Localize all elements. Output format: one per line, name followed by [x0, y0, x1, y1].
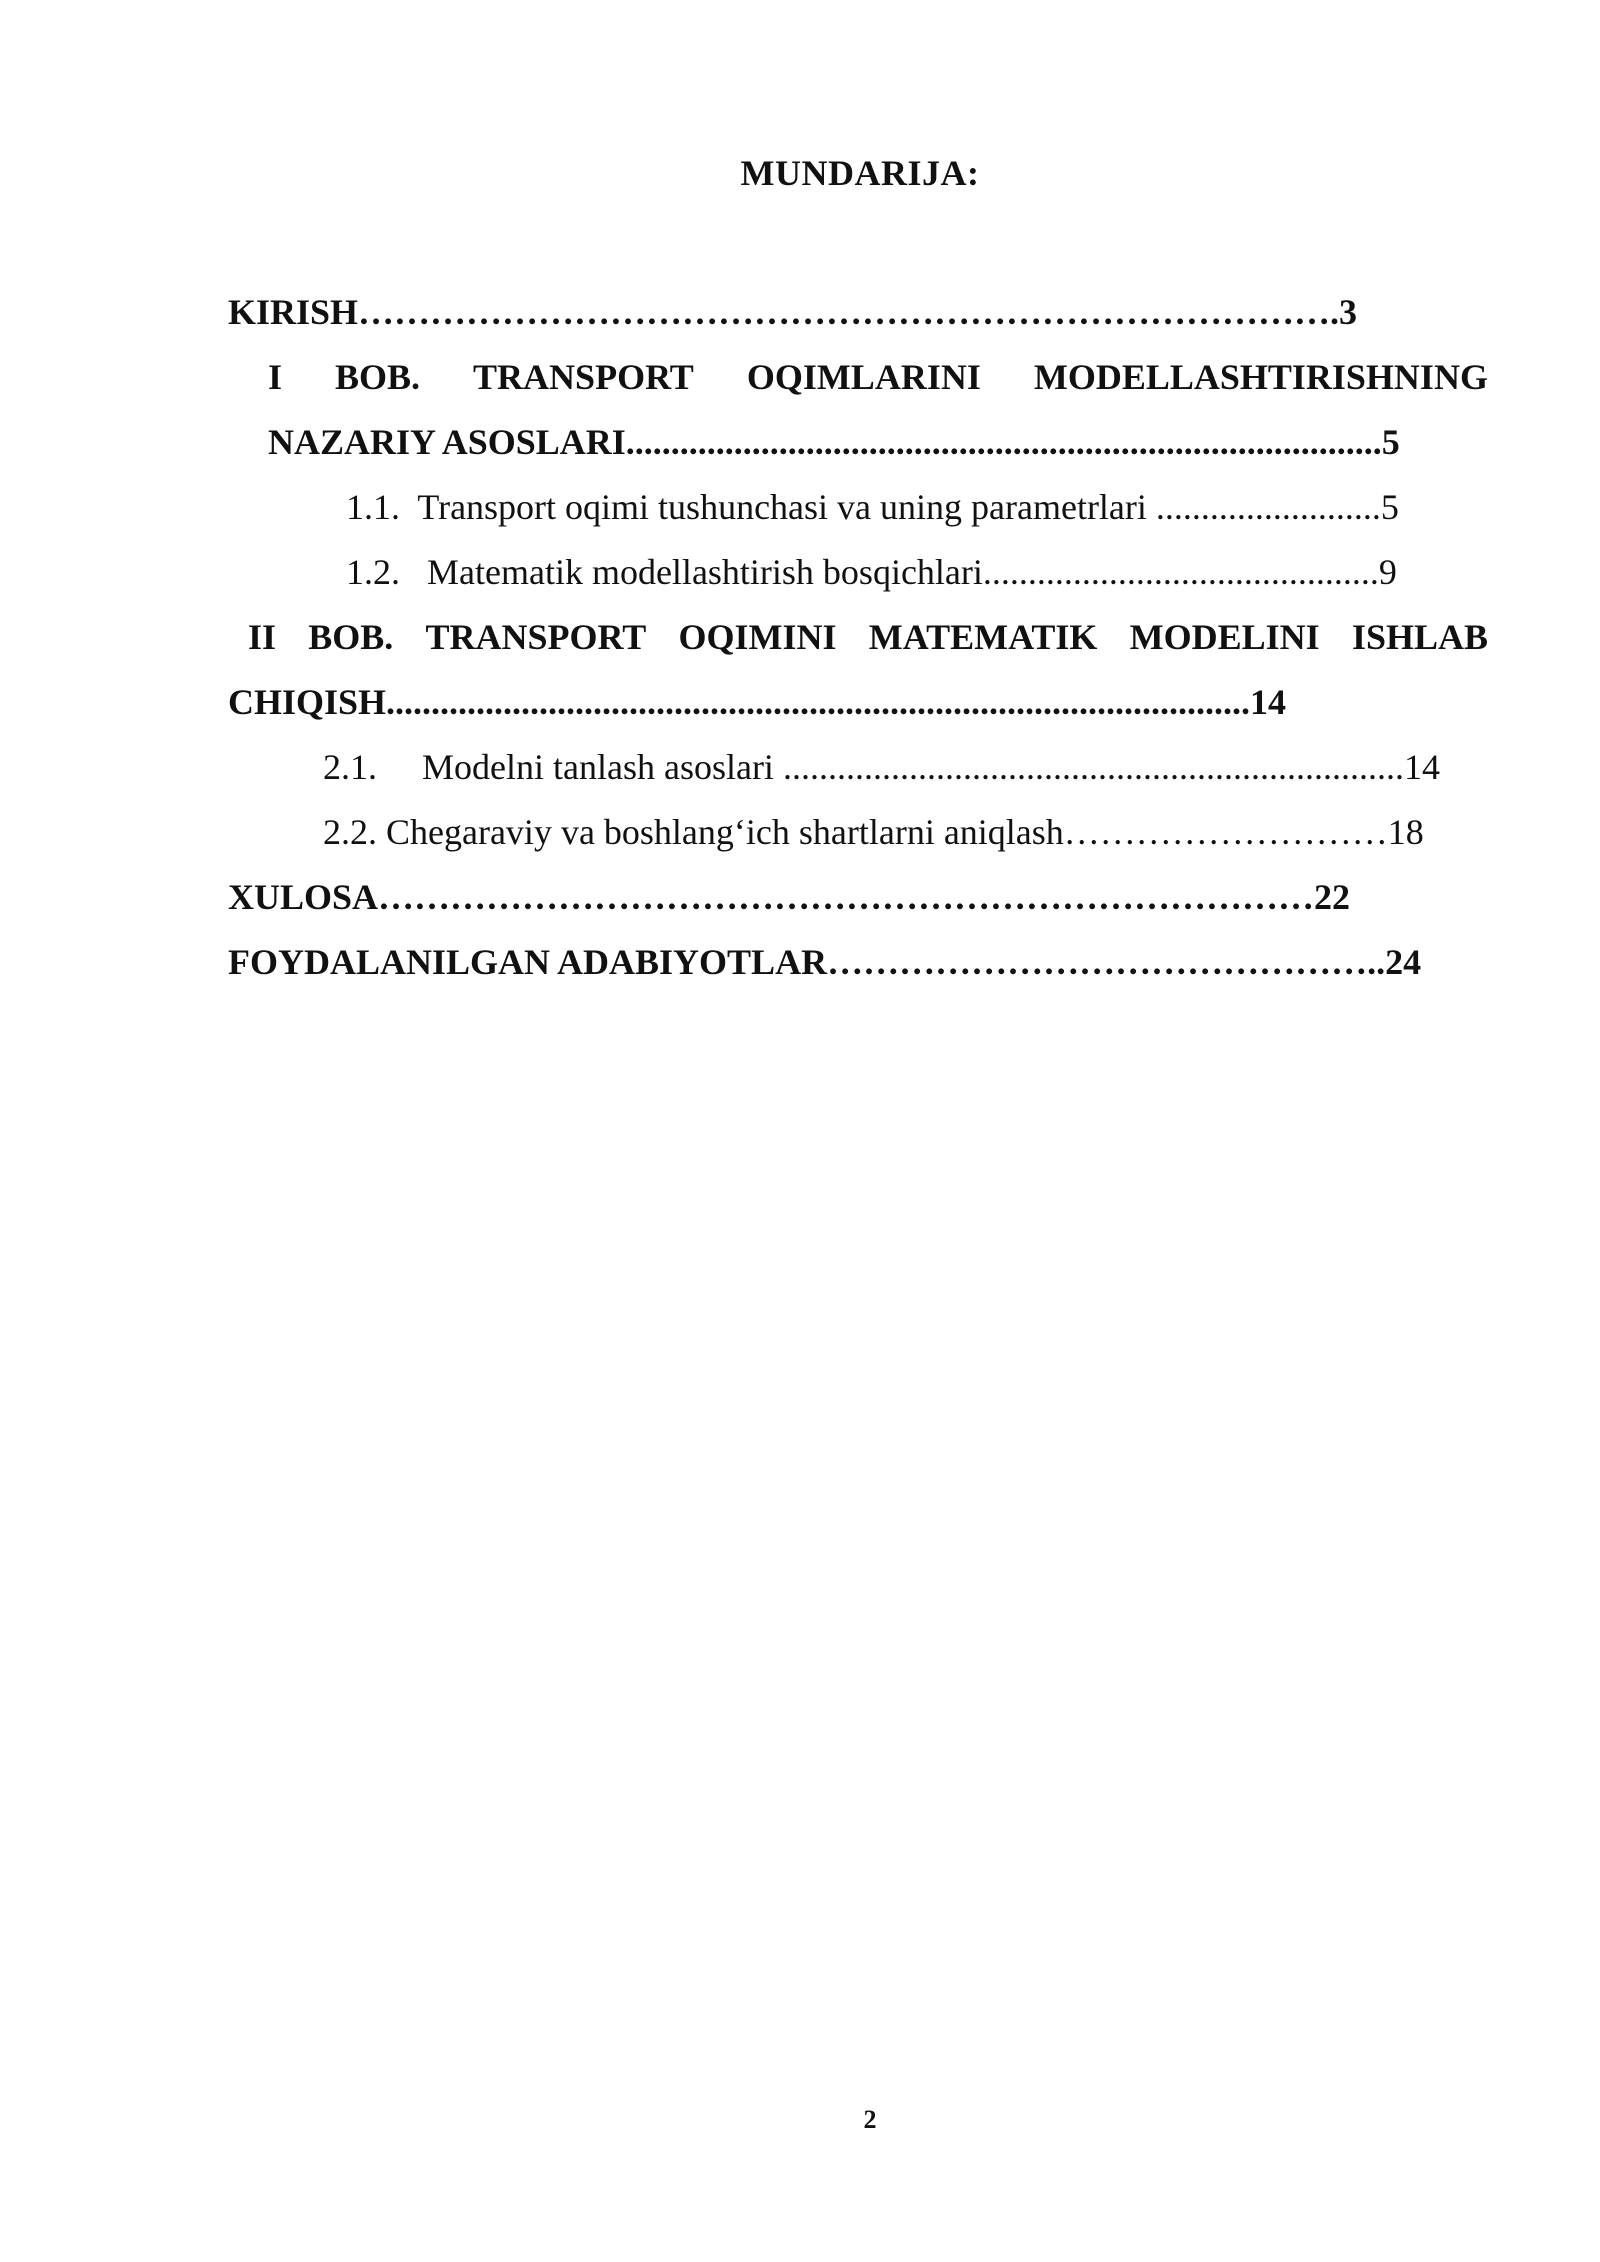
toc-entry-2-2[interactable] [323, 800, 1488, 865]
toc-entry-text: Transport oqimi tushunchasi va uning parametrlari [417, 487, 1147, 527]
toc-section-number: 2.1. [323, 747, 377, 787]
toc-entry-1-1[interactable] [346, 475, 1488, 540]
toc-leader-dots: ......................... [1146, 487, 1381, 527]
toc-word: TRANSPORT [473, 357, 694, 397]
toc-leader-dots: …………………………………………………………………… [378, 877, 1315, 917]
toc-leader-dots: ………………………………………………………………………. [358, 292, 1340, 332]
toc-word: MODELINI [1129, 617, 1320, 657]
toc-word: MODELLASHTIRISHNING [1033, 357, 1488, 397]
toc-word: ISHLAB [1351, 617, 1488, 657]
toc-word: I [268, 357, 283, 397]
toc-word: BOB. [335, 357, 421, 397]
toc-word: OQIMINI [678, 617, 837, 657]
toc-entry-text: Chegaraviy va boshlang‘ich shartlarni aniqlash [386, 812, 1064, 852]
toc-page-number: 14 [1403, 747, 1440, 787]
toc-leader-dots: ……………………… [1063, 812, 1388, 852]
toc-page-number: 9 [1378, 552, 1397, 592]
toc-entry-text: CHIQISH [228, 682, 387, 722]
toc-leader-dots: .................................................................................... [625, 422, 1382, 462]
toc-leader-dots: ……………………………………….. [827, 942, 1386, 982]
page-title: MUNDARIJA: [740, 153, 980, 193]
toc-page-number: 5 [1380, 487, 1399, 527]
toc-entry-text: KIRISH [228, 292, 359, 332]
toc-entry-bob2-line1[interactable] [248, 605, 1488, 670]
toc-word: BOB. [308, 617, 394, 657]
toc-entry-text: Matematik modellashtirish bosqichlari [427, 552, 983, 592]
toc-entry-bob1-line1[interactable] [268, 345, 1488, 410]
toc-entry-kirish[interactable] [228, 280, 1488, 345]
toc-section-number: 1.1. [346, 487, 400, 527]
toc-entry-text: Modelni tanlash asoslari [422, 747, 774, 787]
toc-entry-text: XULOSA [228, 877, 379, 917]
toc-leader-dots: ............................................ [982, 552, 1379, 592]
toc-page-number: 5 [1381, 422, 1400, 462]
toc-word: TRANSPORT [425, 617, 647, 657]
toc-page-number: 18 [1387, 812, 1424, 852]
table-of-contents [228, 280, 1488, 995]
toc-entry-bob2-line2[interactable] [228, 670, 1488, 735]
toc-leader-dots: ..................................................................... [773, 747, 1404, 787]
toc-page-number: 14 [1250, 682, 1287, 722]
toc-entry-2-1[interactable] [323, 735, 1488, 800]
toc-page-number: 3 [1339, 292, 1358, 332]
toc-word: MATEMATIK [868, 617, 1098, 657]
toc-entry-bob1-line2[interactable] [268, 410, 1488, 475]
toc-entry-xulosa[interactable] [228, 865, 1488, 930]
toc-section-number: 1.2. [346, 552, 400, 592]
toc-entry-text: NAZARIY ASOSLARI [268, 422, 626, 462]
toc-word: OQIMLARINI [746, 357, 981, 397]
page-number: 2 [863, 2105, 877, 2134]
toc-entry-text: FOYDALANILGAN ADABIYOTLAR [228, 942, 828, 982]
toc-leader-dots: ................................................................................................ [386, 682, 1251, 722]
toc-section-number: 2.2. [323, 812, 377, 852]
toc-page-number: 24 [1385, 942, 1422, 982]
toc-entry-adabiyotlar[interactable] [228, 930, 1488, 995]
toc-word: II [248, 617, 277, 657]
toc-entry-1-2[interactable] [346, 540, 1488, 605]
toc-page-number: 22 [1314, 877, 1351, 917]
